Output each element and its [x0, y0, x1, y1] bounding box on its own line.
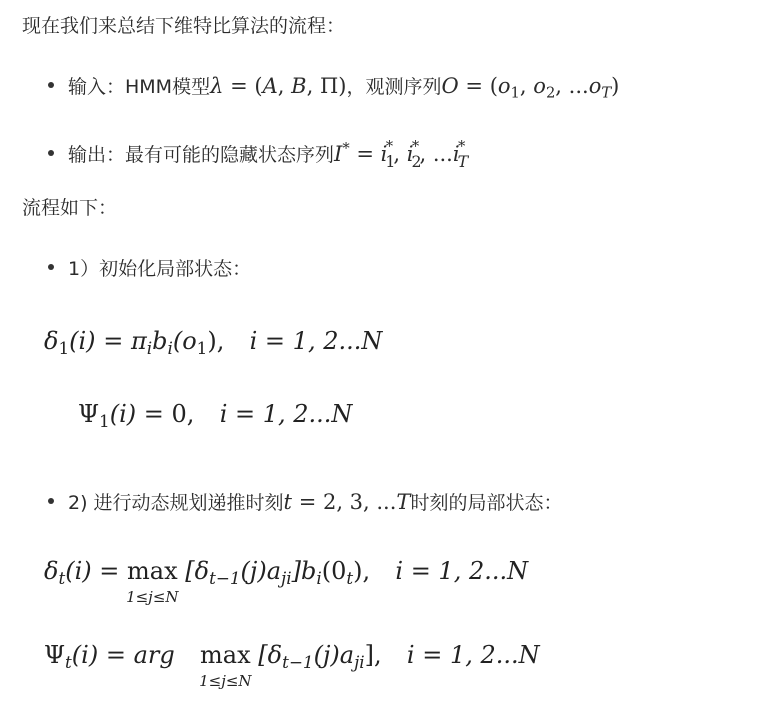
bullet-output [48, 135, 469, 172]
equation-psi-init: $\Psi_1(i) = 0$, i = 1, 2...N [78, 400, 353, 432]
input-label: 输入：HMM模型 [68, 76, 211, 98]
input-sep: ，观测序列 [346, 76, 442, 98]
max-operator: max 1≤j≤N [126, 557, 179, 606]
intro-text: 现在我们来总结下维特比算法的流程： [22, 15, 346, 37]
equation-delta-recursion: $\delta_t(i) = \max$ 1≤j≤N $[\delta_{t-1}(j)a_{ji}]b_i(0_t)$, i = 1, 2...N [44, 557, 529, 606]
bullet-dot [48, 498, 54, 504]
bullet-step1 [48, 255, 251, 283]
max-operator: max 1≤j≤N [199, 641, 252, 690]
output-formula: I* = i * 1 , i * 2 , ...i * T [334, 138, 469, 172]
bullet-dot [48, 264, 54, 270]
step1-text: 1）初始化局部状态： [68, 258, 252, 280]
flow-title: 流程如下： [22, 197, 118, 219]
bullet-dot [48, 150, 54, 156]
bullet-dot [48, 82, 54, 88]
input-observation-formula: $O = (o_1$, $o_2$, $...o_T$) [441, 74, 620, 102]
output-label: 输出：最有可能的隐藏状态序列 [68, 144, 335, 167]
step2-prefix: 2) 进行动态规划递推时刻 [68, 492, 284, 514]
step2-suffix: 时刻的局部状态： [410, 492, 563, 514]
bullet-input [48, 72, 619, 107]
step2-formula: t = 2, 3, ...T [283, 490, 411, 514]
equation-psi-recursion: $\Psi_t(i)$ = arg max 1≤j≤N $[\delta_{t-1}(j)a_{ji}]$, i = 1, 2...N [44, 641, 540, 690]
equation-delta-init: $\delta_1(i) = \pi_ib_i(o_1)$, i = 1, 2...N [44, 327, 383, 359]
bullet-step2 [48, 488, 562, 517]
input-model-formula: λ = (A, B, Π) [210, 74, 347, 98]
